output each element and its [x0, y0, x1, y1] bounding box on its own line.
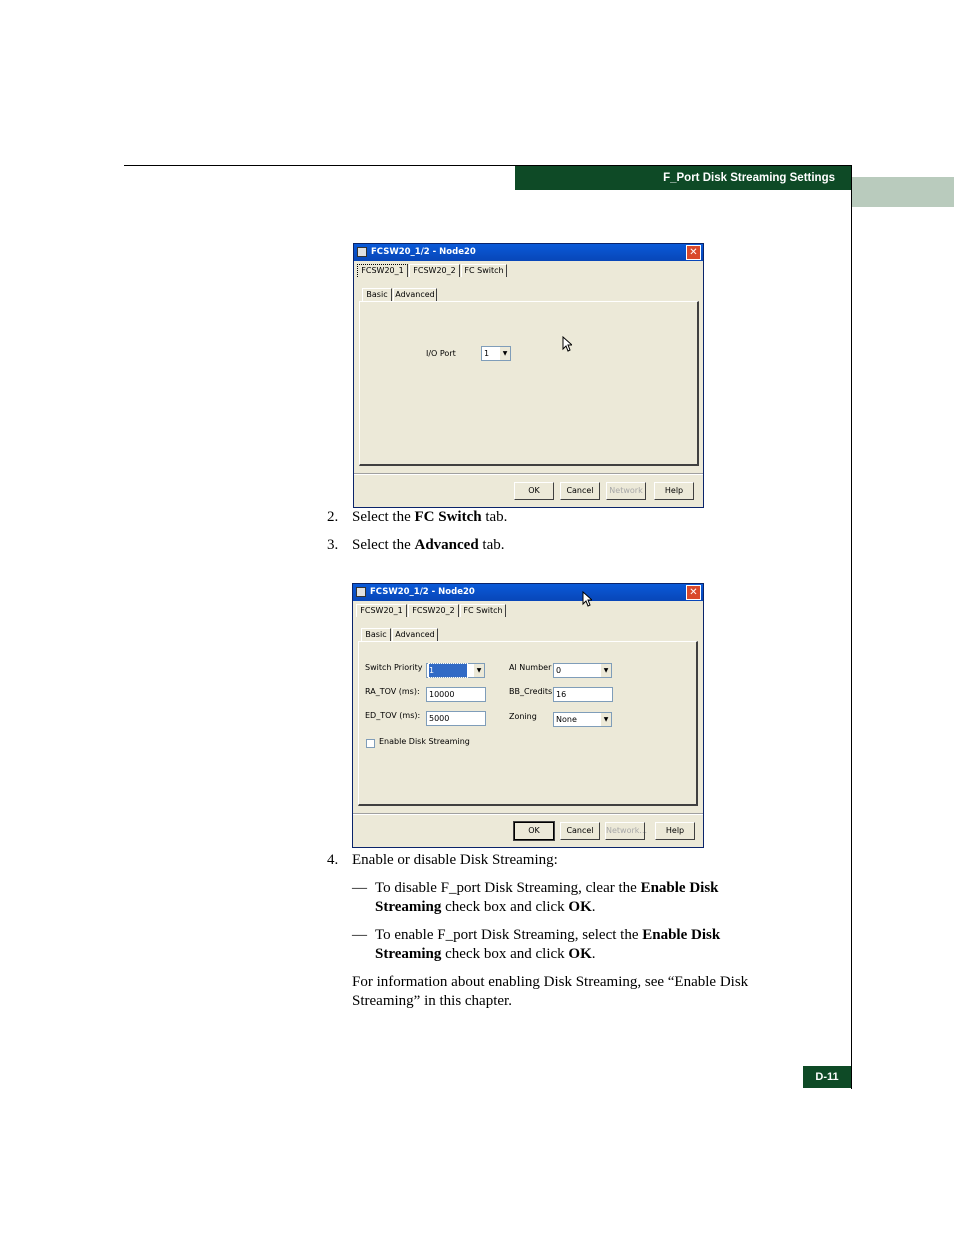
- bullet-2-mid: check box and click: [441, 946, 569, 962]
- tab-advanced[interactable]: Advanced: [393, 288, 437, 301]
- bullet-1-line-1: [375, 879, 719, 898]
- dialog-basic-titlebar: [354, 244, 703, 261]
- bullet-2-dash: —: [352, 927, 367, 943]
- bb-credits-label: BB_Credits: [509, 687, 553, 696]
- step-2-post: tab.: [481, 509, 508, 525]
- enable-disk-streaming-label: Enable Disk Streaming: [379, 737, 470, 746]
- tab-fc-switch[interactable]: FC Switch: [460, 604, 506, 617]
- device-tabs: [356, 604, 556, 618]
- mouse-cursor-icon: [582, 591, 592, 607]
- setting-tabs: [361, 628, 451, 642]
- step-3-number: 3.: [327, 537, 339, 553]
- chevron-down-icon: ▼: [473, 664, 484, 677]
- tab-fcsw20-2[interactable]: FCSW20_2: [408, 604, 459, 617]
- chevron-down-icon: ▼: [600, 713, 611, 726]
- step-4-number: 4.: [327, 852, 339, 868]
- dialog-title: FCSW20_1/2 - Node20: [371, 247, 476, 257]
- bullet-1-line-2: [375, 898, 596, 917]
- tab-fcsw20-1[interactable]: FCSW20_1: [356, 604, 407, 617]
- step-2-bold: FC Switch: [414, 509, 482, 525]
- app-icon: [356, 587, 366, 597]
- al-number-label: Al Number: [509, 663, 552, 672]
- dialog-advanced-titlebar: [353, 584, 703, 601]
- switch-priority-label: Switch Priority: [365, 663, 423, 672]
- ok-button[interactable]: OK: [514, 482, 554, 500]
- enable-disk-streaming-checkbox[interactable]: [366, 739, 375, 748]
- info-line-2: Streaming” in this chapter.: [352, 993, 512, 1009]
- close-icon[interactable]: ✕: [686, 245, 701, 260]
- chevron-down-icon: ▼: [499, 347, 510, 360]
- dialog-title: FCSW20_1/2 - Node20: [370, 587, 475, 597]
- step-3-post: tab.: [478, 537, 505, 553]
- bullet-1-mid: check box and click: [441, 899, 569, 915]
- button-separator: [354, 473, 703, 475]
- ok-button[interactable]: OK: [514, 822, 554, 840]
- device-tabs: [357, 264, 557, 278]
- network-button[interactable]: Network...: [605, 822, 645, 840]
- dialog-basic: [353, 243, 704, 508]
- step-3: [327, 536, 338, 555]
- bullet-1-dash: —: [352, 880, 367, 896]
- tab-fcsw20-1[interactable]: FCSW20_1: [357, 264, 408, 277]
- bullet-1-end: .: [591, 899, 596, 915]
- step-3-bold: Advanced: [414, 537, 479, 553]
- bullet-1-bold-2: Streaming: [375, 899, 442, 915]
- cancel-button[interactable]: Cancel: [560, 482, 600, 500]
- basic-panel: [359, 301, 699, 466]
- help-button[interactable]: Help: [654, 482, 694, 500]
- setting-tabs: [362, 288, 452, 302]
- info-line-1: For information about enabling Disk Streaming, see “Enable Disk: [352, 974, 749, 990]
- tab-basic[interactable]: Basic: [361, 628, 391, 641]
- step-2-number: 2.: [327, 509, 339, 525]
- section-header: F_Port Disk Streaming Settings: [515, 166, 851, 190]
- bullet-1-ok: OK: [568, 899, 592, 915]
- bullet-2-line-1: [375, 926, 720, 945]
- io-port-label: I/O Port: [426, 349, 456, 358]
- switch-priority-value: 1: [429, 664, 467, 677]
- step-3-text: [352, 536, 505, 555]
- al-number-value: 0: [556, 666, 562, 675]
- io-port-select[interactable]: [481, 346, 511, 361]
- app-icon: [357, 247, 367, 257]
- bullet-1-pre: To disable F_port Disk Streaming, clear the: [375, 880, 641, 896]
- bb-credits-input[interactable]: 16: [553, 687, 613, 702]
- tab-fc-switch[interactable]: FC Switch: [461, 264, 507, 277]
- bullet-2-end: .: [591, 946, 596, 962]
- page-number: D-11: [803, 1066, 851, 1088]
- bullet-2-bold: Enable Disk: [642, 927, 721, 943]
- button-separator: [353, 813, 703, 815]
- ed-tov-input[interactable]: 5000: [426, 711, 486, 726]
- step-2-text: [352, 508, 507, 527]
- advanced-panel: [358, 641, 698, 806]
- zoning-select[interactable]: [553, 712, 612, 727]
- tab-advanced[interactable]: Advanced: [392, 628, 438, 641]
- cancel-button[interactable]: Cancel: [560, 822, 600, 840]
- bullet-1-bold: Enable Disk: [640, 880, 719, 896]
- al-number-select[interactable]: [553, 663, 612, 678]
- bullet-2-ok: OK: [568, 946, 592, 962]
- step-3-pre: Select the: [352, 537, 415, 553]
- bullet-2-line-2: [375, 945, 596, 964]
- margin-rule: [851, 165, 852, 1089]
- close-icon[interactable]: ✕: [686, 585, 701, 600]
- chapter-thumb-tab: [852, 177, 954, 207]
- ed-tov-label: ED_TOV (ms):: [365, 711, 421, 720]
- bullet-2-pre: To enable F_port Disk Streaming, select the: [375, 927, 643, 943]
- step-2: [327, 508, 338, 527]
- mouse-cursor-icon: [562, 336, 572, 352]
- zoning-value: None: [556, 715, 577, 724]
- help-button[interactable]: Help: [655, 822, 695, 840]
- step-4-text: Enable or disable Disk Streaming:: [352, 852, 558, 868]
- bullet-2-bold-2: Streaming: [375, 946, 442, 962]
- io-port-value: 1: [484, 349, 490, 358]
- step-2-pre: Select the: [352, 509, 415, 525]
- tab-fcsw20-2[interactable]: FCSW20_2: [409, 264, 460, 277]
- zoning-label: Zoning: [509, 712, 537, 721]
- switch-priority-select[interactable]: [426, 663, 485, 678]
- tab-basic[interactable]: Basic: [362, 288, 392, 301]
- ra-tov-input[interactable]: 10000: [426, 687, 486, 702]
- network-button[interactable]: Network: [606, 482, 646, 500]
- ra-tov-label: RA_TOV (ms):: [365, 687, 420, 696]
- chevron-down-icon: ▼: [600, 664, 611, 677]
- dialog-advanced: [352, 583, 704, 848]
